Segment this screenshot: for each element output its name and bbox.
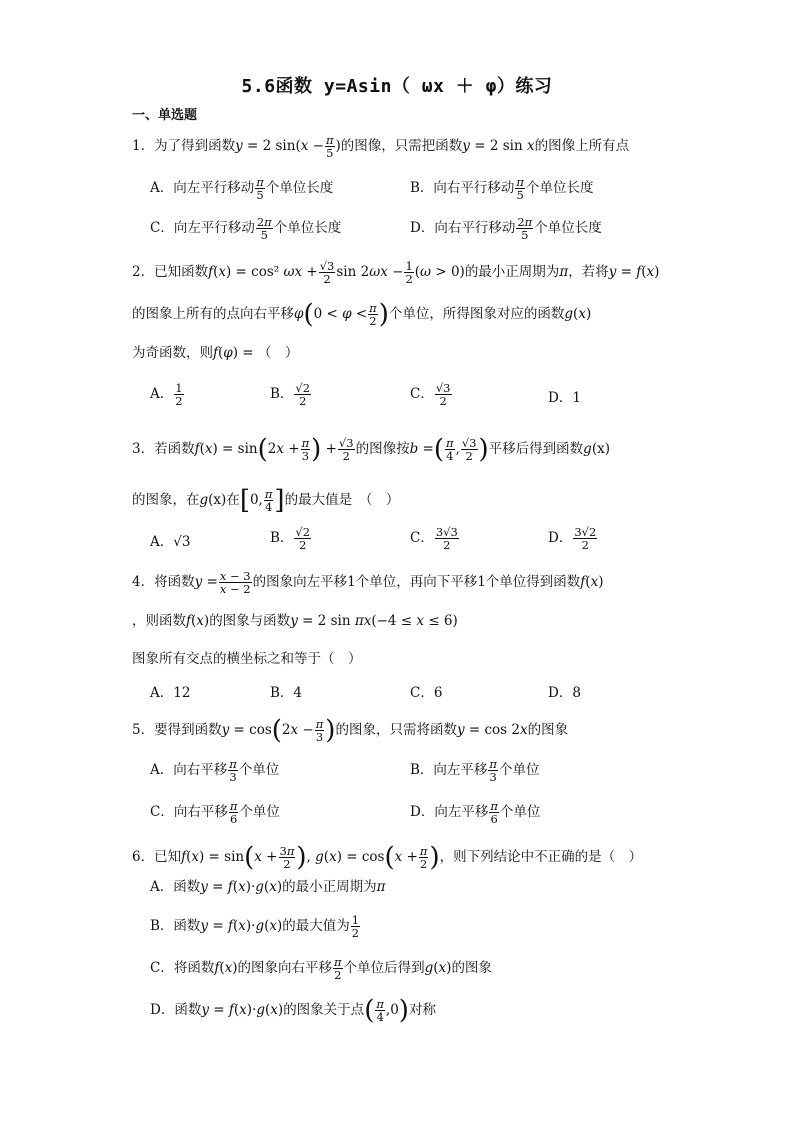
question-6-option-c[interactable]: C．将函数f(x)的图象向右平移 $\frac{\pi}{2}$ 个单位后得到g(x)的图象 <box>150 955 492 982</box>
question-4-option-d[interactable]: D．8 <box>548 685 581 701</box>
question-2-stem: 2．已知函数f(x) = cos² ωx + $\frac{√3}{2}$ sin 2ωx − $\frac{1}{2}$ (ω > 0)的最小正周期为π，若将y = f(x) <box>132 259 660 286</box>
question-1-option-d[interactable]: D．向右平行移动 $\frac{2\pi}{5}$ 个单位长度 <box>410 215 602 242</box>
question-2-option-d[interactable]: D．1 <box>548 390 581 406</box>
question-4-option-a[interactable]: A．12 <box>150 685 191 701</box>
question-3-line-2: 的图象，在g(x)在[0, $\frac{\pi}{4}$ ]的最大值是 （ ） <box>132 485 400 516</box>
question-2-option-a[interactable]: A． $\frac{1}{2}$ <box>150 381 183 408</box>
question-5-option-d[interactable]: D．向左平移 $\frac{\pi}{6}$ 个单位 <box>410 799 541 826</box>
question-2-option-b[interactable]: B． $\frac{√2}{2}$ <box>270 381 311 408</box>
question-3-stem: 3．若函数f(x) = sin(2x + $\frac{\pi}{3}$ ) + $\frac{√3}{2}$ 的图像按b =( $\frac{\pi}{4}$ , $\frac{√3}{2}$ )平移后得到函数g(x) <box>132 434 610 465</box>
question-6-option-b[interactable]: B．函数y = f(x)·g(x)的最大值为 $\frac{1}{2}$ <box>150 913 360 940</box>
question-1-option-b[interactable]: B．向右平行移动 $\frac{\pi}{5}$ 个单位长度 <box>410 175 594 202</box>
page-title: 5.6函数 y=Asin（ ωx ＋ φ）练习 <box>241 76 553 97</box>
question-6-option-a[interactable]: A．函数y = f(x)·g(x)的最小正周期为π <box>150 879 386 895</box>
question-4-line-3: 图象所有交点的横坐标之和等于（ ） <box>132 651 362 667</box>
question-6-option-d[interactable]: D．函数y = f(x)·g(x)的图象关于点( $\frac{\pi}{4}$ ,0)对称 <box>150 995 436 1026</box>
question-3-option-d[interactable]: D． $\frac{3√2}{2}$ <box>548 525 597 552</box>
question-1-option-a[interactable]: A．向左平行移动 $\frac{\pi}{5}$ 个单位长度 <box>150 175 334 202</box>
question-5-option-a[interactable]: A．向右平移 $\frac{\pi}{3}$ 个单位 <box>150 757 280 784</box>
question-3-option-b[interactable]: B． $\frac{√2}{2}$ <box>270 525 311 552</box>
question-6-stem: 6．已知f(x) = sin(x + $\frac{3\pi}{2}$ ), g(x) = cos(x + $\frac{\pi}{2}$ )，则下列结论中不正确的是（ ） <box>132 842 643 873</box>
question-5-option-b[interactable]: B．向左平移 $\frac{\pi}{3}$ 个单位 <box>410 757 540 784</box>
question-2-line-3: 为奇函数，则f(φ) = （ ） <box>132 345 299 361</box>
question-1-option-c[interactable]: C．向左平行移动 $\frac{2\pi}{5}$ 个单位长度 <box>150 215 342 242</box>
question-3-option-c[interactable]: C． $\frac{3√3}{2}$ <box>410 525 458 552</box>
question-1-stem: 1．为了得到函数y = 2 sin(x − $\frac{\pi}{5}$ )的图像，只需把函数y = 2 sin x的图像上所有点 <box>132 133 630 160</box>
question-3-option-a[interactable]: A．√3 <box>150 534 191 550</box>
question-5-stem: 5．要得到函数y = cos(2x − $\frac{\pi}{3}$ )的图象，只需将函数y = cos 2x的图象 <box>132 715 569 746</box>
question-4-option-c[interactable]: C．6 <box>410 685 443 701</box>
question-2-line-2: 的图象上所有的点向右平移φ(0 < φ < $\frac{\pi}{2}$ )个单位，所得图象对应的函数g(x) <box>132 299 592 330</box>
question-4-stem: 4．将函数y = $\frac{x - 3}{x - 2}$ 的图象向左平移1个单位，再向下平移1个单位得到函数f(x) <box>132 569 604 596</box>
question-2-option-c[interactable]: C． $\frac{√3}{2}$ <box>410 381 451 408</box>
question-4-line-2: ，则函数f(x)的图象与函数y = 2 sin πx(−4 ≤ x ≤ 6) <box>132 613 458 629</box>
question-4-option-b[interactable]: B．4 <box>270 685 303 701</box>
section-heading: 一、单选题 <box>132 108 198 123</box>
question-5-option-c[interactable]: C．向右平移 $\frac{\pi}{6}$ 个单位 <box>150 799 280 826</box>
